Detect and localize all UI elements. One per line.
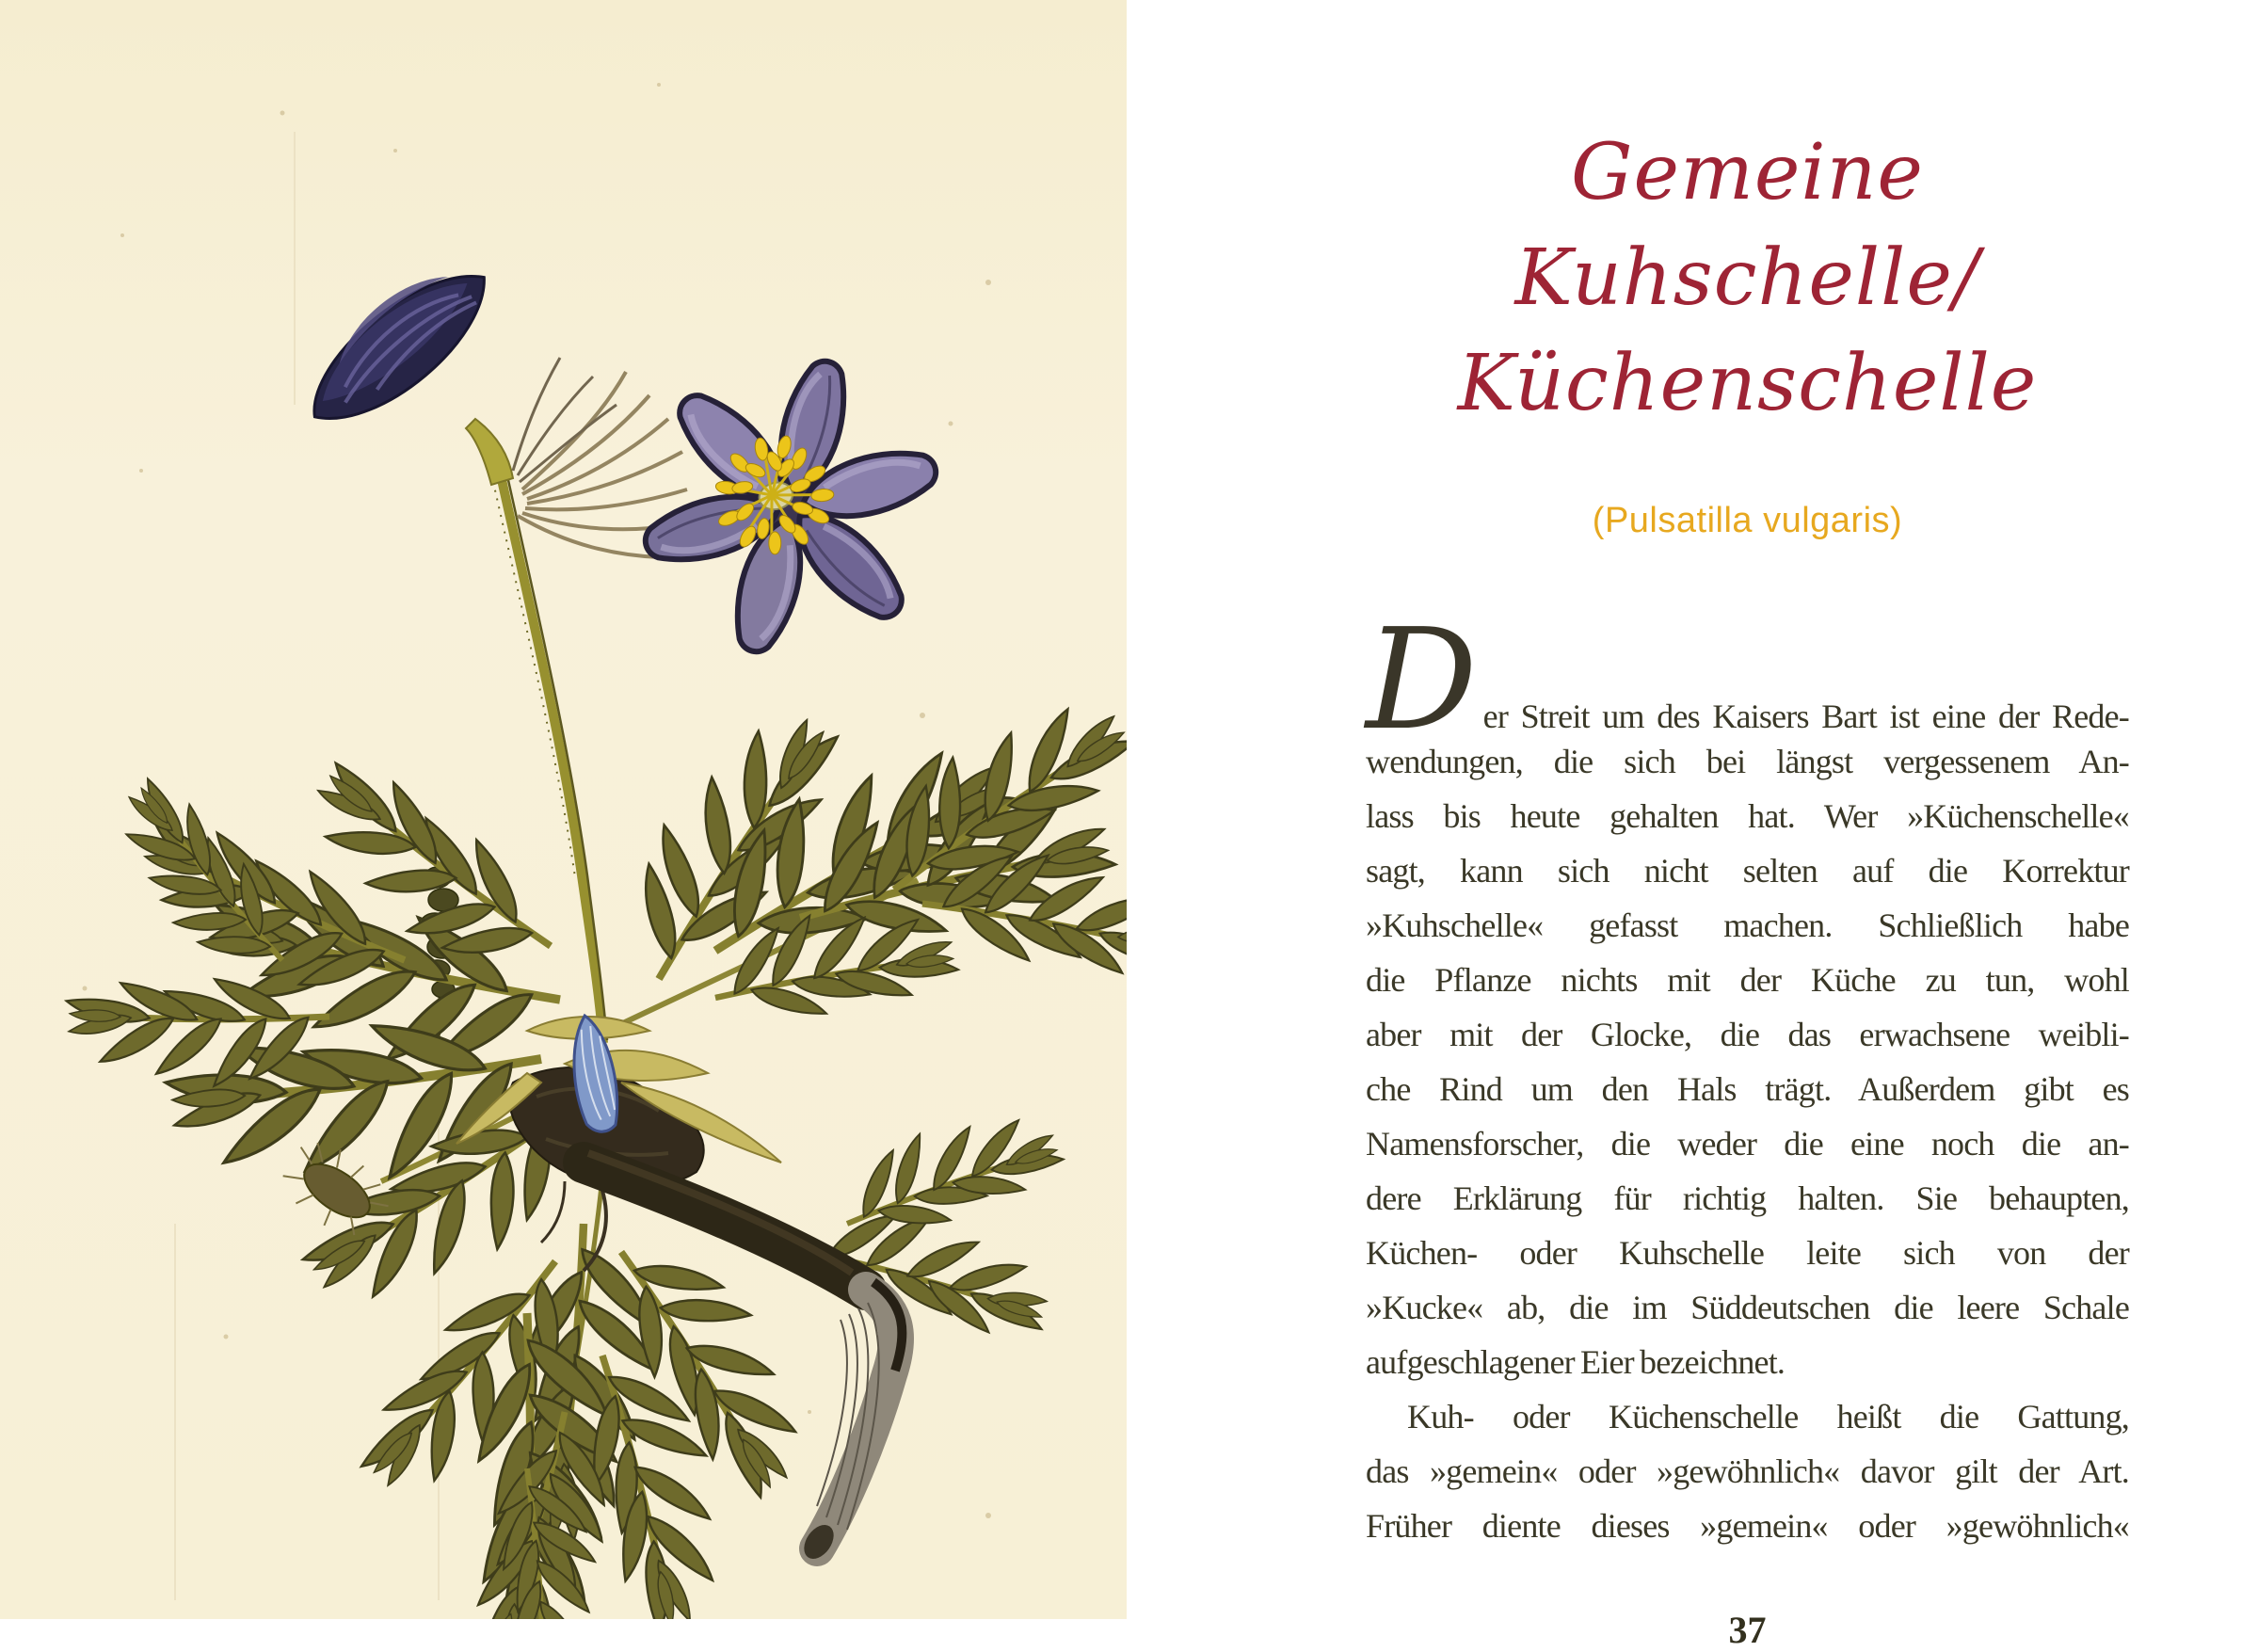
drop-cap: D bbox=[1366, 599, 1474, 761]
body-text-line: »Kucke« ab, die im Süddeutschen die leere Schale bbox=[1366, 1289, 2129, 1326]
left-page bbox=[0, 0, 1127, 1619]
body-text bbox=[1366, 599, 2129, 1553]
body-text-line: aber mit der Glocke, die das erwachsene weibli- bbox=[1366, 1016, 2129, 1053]
flower-stem bbox=[493, 475, 607, 1043]
open-flower bbox=[639, 355, 942, 658]
chapter-title-line2: Küchenschelle bbox=[1457, 339, 2038, 428]
chapter-title bbox=[1366, 120, 2129, 437]
chapter-title-line1: Gemeine Kuhschelle/ bbox=[1514, 128, 1980, 323]
body-text-line: Der Streit um des Kaisers Bart ist eine der Rede- bbox=[1366, 599, 2129, 761]
body-text-line: dere Erklärung für richtig halten. Sie behaupten, bbox=[1366, 1179, 2129, 1217]
body-text-line: lass bis heute gehalten hat. Wer »Küchenschelle« bbox=[1366, 797, 2129, 835]
body-text-line: sagt, kann sich nicht selten auf die Korrektur bbox=[1366, 852, 2129, 890]
page-number: 37 bbox=[1728, 1609, 1767, 1651]
body-text-line: Kuh- oder Küchenschelle heißt die Gattung, bbox=[1407, 1398, 2129, 1435]
body-text-line: »Kuhschelle« gefasst machen. Schließlich habe bbox=[1366, 906, 2129, 944]
body-text-line: Namensforscher, die weder die eine noch die an- bbox=[1366, 1125, 2129, 1163]
latin-name-subtitle: (Pulsatilla vulgaris) bbox=[1592, 501, 1903, 540]
botanical-illustration bbox=[0, 0, 1127, 1619]
body-text-line: Küchen- oder Kuhschelle leite sich von der bbox=[1366, 1234, 2129, 1272]
body-text-line: wendungen, die sich bei längst vergessenem An- bbox=[1366, 743, 2129, 780]
closed-flower-bud bbox=[285, 244, 509, 444]
body-text-line: die Pflanze nichts mit der Küche zu tun, wohl bbox=[1366, 961, 2129, 999]
body-text-line: aufgeschlagener Eier bezeichnet. bbox=[1366, 1343, 1786, 1381]
right-page bbox=[1127, 0, 2258, 1651]
body-text-line: che Rind um den Hals trägt. Außerdem gibt es bbox=[1366, 1070, 2129, 1108]
body-text-line: das »gemein« oder »gewöhnlich« davor gilt der Art. bbox=[1366, 1452, 2129, 1490]
body-text-line: Früher diente dieses »gemein« oder »gewöhnlich« bbox=[1366, 1507, 2129, 1545]
text-column bbox=[1366, 0, 2129, 1652]
bud-pedicel bbox=[466, 419, 513, 485]
